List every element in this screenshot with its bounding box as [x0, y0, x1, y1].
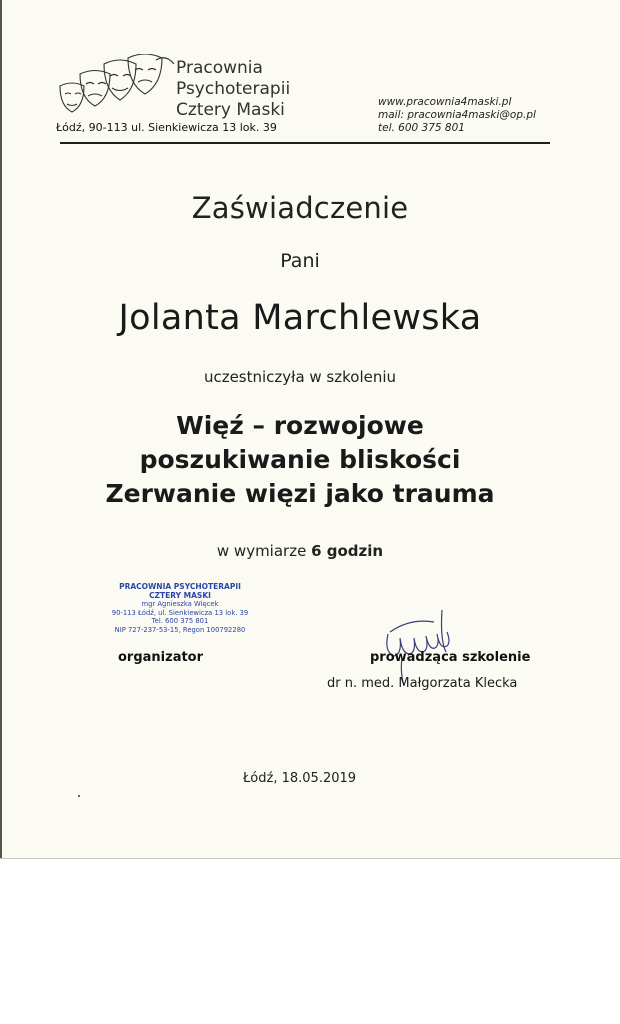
organization-address: Łódź, 90-113 ul. Sienkiewicza 13 lok. 39 [56, 121, 277, 134]
email-text[interactable]: mail: pracownia4maski@op.pl [378, 109, 536, 121]
training-title-line: Zerwanie więzi jako trauma [105, 479, 495, 508]
recipient-name: Jolanta Marchlewska [118, 298, 482, 338]
theater-masks-icon [56, 54, 176, 120]
stamp-line: CZTERY MASKI [149, 591, 211, 600]
stamp-line: PRACOWNIA PSYCHOTERAPII [119, 582, 241, 591]
organizer-label: organizator [118, 650, 204, 665]
stamp-line: mgr Agnieszka Więcek [141, 600, 219, 608]
place-date: Łódź, 18.05.2019 [243, 771, 357, 786]
org-name-line: Cztery Maski [176, 100, 285, 120]
salutation: Pani [280, 250, 320, 272]
org-name-line: Pracownia [176, 58, 263, 78]
handwritten-signature [382, 604, 462, 686]
header-divider [60, 142, 550, 144]
scan-speck [78, 795, 80, 797]
certificate-title: Zaświadczenie [191, 191, 409, 225]
training-title [0, 409, 600, 511]
lead-label: prowadząca szkolenie [370, 650, 531, 665]
participation-text: uczestniczyła w szkoleniu [203, 368, 397, 386]
training-title-line: Więź – rozwojowe [176, 411, 424, 440]
training-title-line: poszukiwanie bliskości [139, 445, 461, 474]
contact-block [378, 96, 536, 135]
hours-prefix: w wymiarze [216, 542, 307, 560]
organization-name [176, 58, 290, 121]
org-name-line: Psychoterapii [176, 79, 291, 99]
stamp-line: NIP 727-237-53-15, Regon 100792280 [114, 625, 246, 634]
stamp-line: Tel. 600 375 801 [151, 617, 209, 625]
phone-text: tel. 600 375 801 [378, 122, 465, 134]
website-link[interactable]: www.pracownia4maski.pl [378, 96, 512, 108]
training-hours [0, 542, 600, 560]
stamp-line: 90-113 Łódź, ul. Sienkiewicza 13 lok. 39 [111, 608, 249, 617]
organization-stamp [95, 582, 265, 634]
hours-value: 6 godzin [311, 542, 384, 560]
lead-name: dr n. med. Małgorzata Klecka [327, 676, 518, 691]
